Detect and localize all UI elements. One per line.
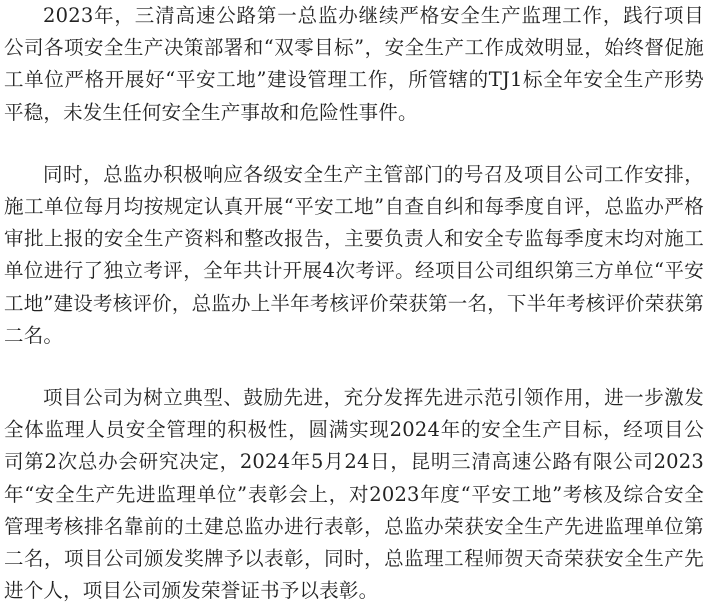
paragraph-3: 项目公司为树立典型、鼓励先进，充分发挥先进示范引领作用，进一步激发全体监理人员安全管理的积极性，圆满实现2024年的安全生产目标，经项目公司第2次总办会研究决定，2024年5月24日，昆明三清高速公路有限公司2023年“安全生产先进监理单位”表彰会上，对2023年度“平安工地”考核及综合安全管理考核排名靠前的土建总监办进行表彰，总监办荣获安全生产先进监理单位第二名，项目公司颁发奖牌予以表彰，同时，总监理工程师贺天奇荣获安全生产先进个人，项目公司颁发荣誉证书予以表彰。: [4, 386, 704, 603]
paragraph-gap: [4, 129, 704, 159]
paragraph-1: 2023年，三清高速公路第一总监办继续严格安全生产监理工作，践行项目公司各项安全生产决策部署和“双零目标”，安全生产工作成效明显，始终督促施工单位严格开展好“平安工地”建设管理工作，所管辖的TJ1标全年安全生产形势平稳，未发生任何安全生产事故和危险性事件。: [4, 4, 704, 124]
paragraph-2: 同时，总监办积极响应各级安全生产主管部门的号召及项目公司工作安排，施工单位每月均按规定认真开展“平安工地”自查自纠和每季度自评，总监办严格审批上报的安全生产资料和整改报告，主要负责人和安全专监每季度末均对施工单位进行了独立考评，全年共计开展4次考评。经项目公司组织第三方单位“平安工地”建设考核评价，总监办上半年考核评价荣获第一名，下半年考核评价荣获第二名。: [4, 162, 704, 347]
paragraph-gap: [4, 352, 704, 382]
article-body: [4, 0, 704, 607]
